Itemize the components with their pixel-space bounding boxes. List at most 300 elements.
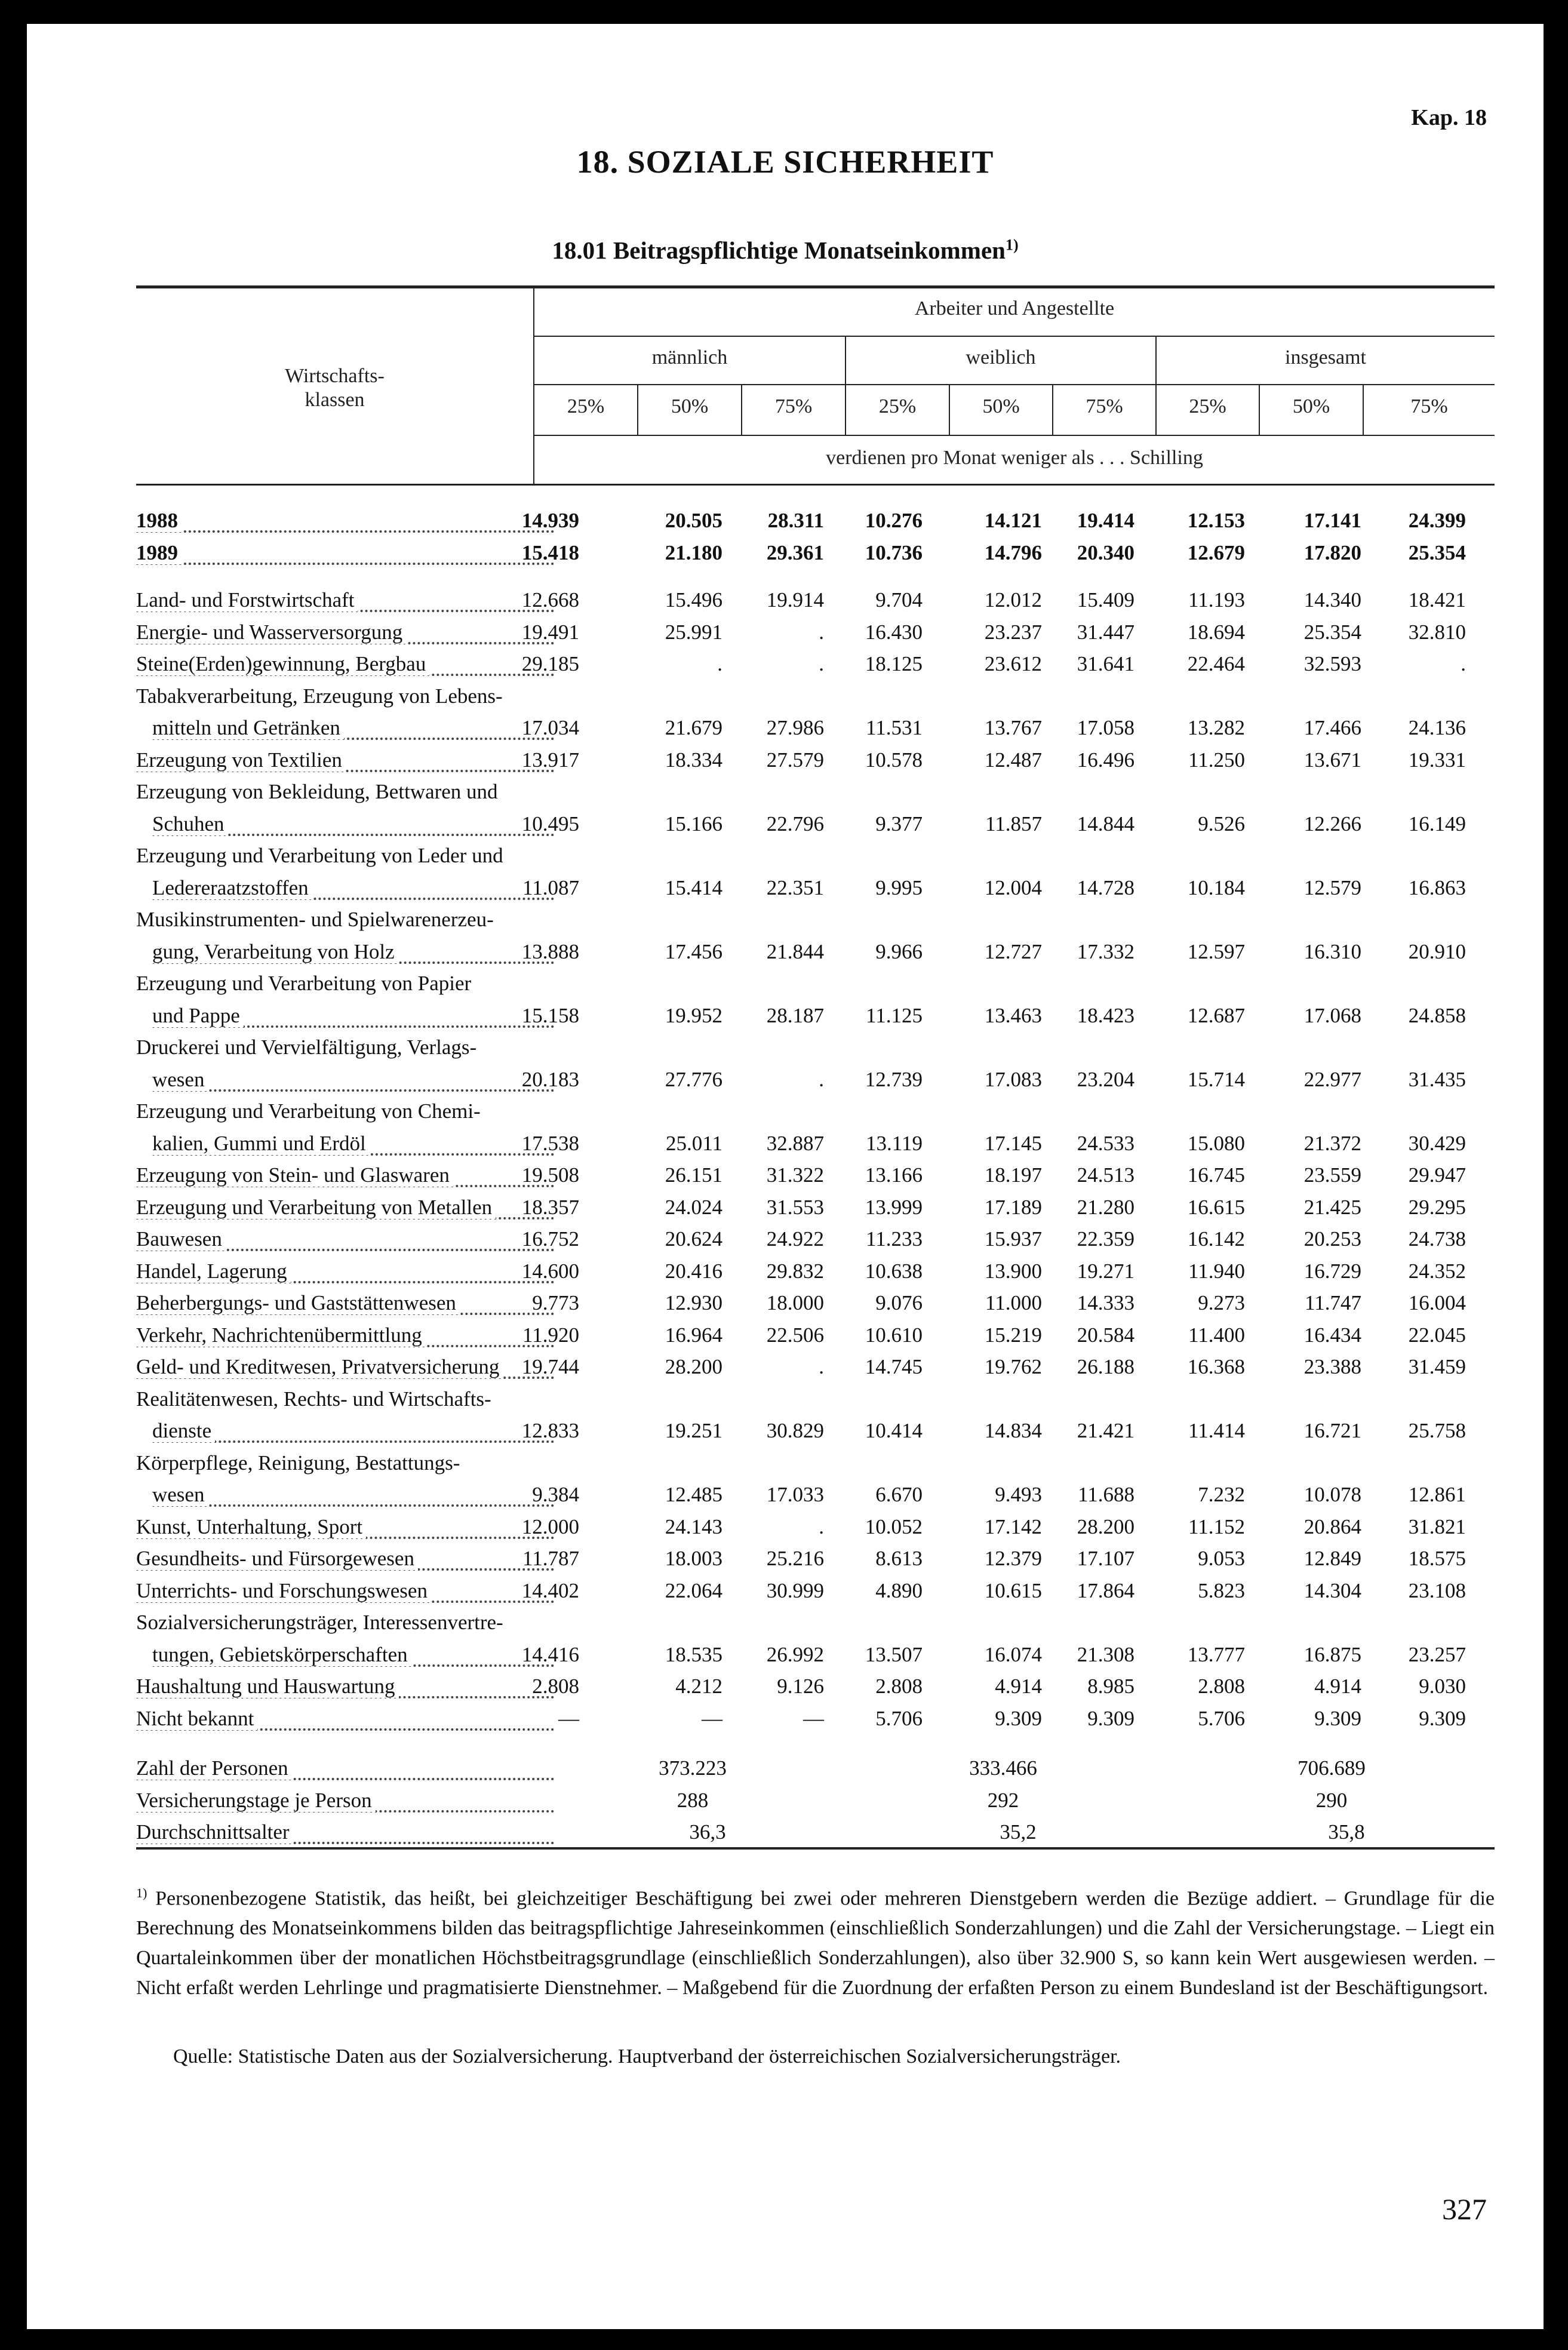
table-cell: 22.359 (1077, 1227, 1135, 1251)
table-cell: 12.266 (1303, 812, 1361, 835)
table-cell: 11.747 (1305, 1291, 1361, 1314)
row-label-text: dienste (152, 1419, 215, 1442)
table-cell: 17.145 (984, 1131, 1042, 1155)
row-label (136, 684, 554, 713)
table-cell: 18.575 (1408, 1547, 1466, 1570)
table-cell: 4.914 (1314, 1675, 1361, 1698)
table-cell: 17.189 (984, 1195, 1042, 1219)
row-label (136, 1611, 554, 1639)
table-cell: 12.930 (665, 1291, 722, 1314)
table-cell: 24.136 (1408, 716, 1466, 739)
percentile-header: 75% (1410, 395, 1448, 417)
table-cell: 15.080 (1187, 1131, 1245, 1155)
row-label-text: gung, Verarbeitung von Holz (152, 940, 398, 963)
row-label-text: und Pappe (152, 1004, 244, 1027)
table-cell: 12.485 (665, 1483, 722, 1506)
row-label-text: Ledereraatzstoffen (152, 876, 312, 899)
table-cell: 7.232 (1198, 1483, 1245, 1506)
table-cell: 31.322 (766, 1163, 824, 1187)
footnote-marker: 1) (136, 1885, 147, 1900)
table-cell: 29.832 (766, 1259, 824, 1283)
table-cell: . (819, 620, 824, 644)
table-cell: 18.197 (984, 1163, 1042, 1187)
row-label (136, 1196, 554, 1224)
table-cell: 31.459 (1408, 1355, 1466, 1378)
table-cell: 4.212 (675, 1675, 722, 1698)
table-cell: 10.052 (865, 1515, 923, 1538)
table-cell: 16.721 (1303, 1419, 1361, 1442)
table-cell: 19.331 (1408, 748, 1466, 772)
table-cell: 14.745 (865, 1355, 923, 1378)
table-cell: 15.158 (521, 1003, 579, 1027)
table-cell: 18.357 (521, 1195, 579, 1219)
table-cell: 9.030 (1419, 1675, 1466, 1698)
table-cell: 16.004 (1408, 1291, 1466, 1314)
table-cell: 12.861 (1408, 1483, 1466, 1506)
table-cell: 12.579 (1303, 876, 1361, 899)
row-label (136, 1099, 554, 1128)
table-cell: 12.000 (521, 1515, 579, 1538)
row-label-text: Erzeugung und Verarbeitung von Papier (136, 972, 475, 995)
stub-header (136, 364, 533, 412)
table-cell: 10.736 (865, 540, 923, 564)
table-cell: 17.332 (1077, 939, 1135, 963)
page-number: 327 (1442, 2192, 1487, 2226)
row-label-text: wesen (152, 1068, 208, 1091)
row-label-text: Gesundheits- und Fürsorgewesen (136, 1547, 418, 1570)
summary-cell: 333.466 (969, 1756, 1037, 1780)
leader-dots (152, 1504, 554, 1507)
table-cell: 16.142 (1187, 1227, 1245, 1251)
table-cell: 21.308 (1077, 1642, 1135, 1666)
row-label-text: Unterrichts- und Forschungswesen (136, 1579, 431, 1602)
table-cell: 30.429 (1408, 1131, 1466, 1155)
row-label-text: Energie- und Wasserversorgung (136, 620, 406, 644)
table-cell: 14.844 (1077, 812, 1135, 835)
unit-note: verdienen pro Monat weniger als . . . Schilling (826, 447, 1203, 469)
table-cell: . (1461, 652, 1466, 675)
table-cell: 13.917 (521, 748, 579, 772)
table-cell: 5.823 (1198, 1578, 1245, 1602)
table-cell: 20.340 (1077, 540, 1135, 564)
table-cell: 12.379 (984, 1547, 1042, 1570)
table-cell: 22.506 (766, 1323, 824, 1347)
table-cell: 17.820 (1303, 540, 1361, 564)
summary-cell: 706.689 (1298, 1756, 1366, 1780)
table-cell: 19.414 (1077, 509, 1135, 532)
document-page (27, 24, 1544, 2329)
table-cell: 4.890 (875, 1578, 923, 1602)
table-cell: 17.034 (521, 716, 579, 739)
table-cell: 23.388 (1303, 1355, 1361, 1378)
table-top-rule (136, 285, 1495, 288)
table-cell: 10.615 (984, 1578, 1042, 1602)
table-cell: 16.752 (521, 1227, 579, 1251)
table-cell: 16.074 (984, 1642, 1042, 1666)
table-cell: 16.615 (1187, 1195, 1245, 1219)
table-cell: 11.152 (1188, 1515, 1245, 1538)
table-cell: 32.810 (1408, 620, 1466, 644)
table-cell: 11.125 (866, 1003, 923, 1027)
table-cell: 10.184 (1187, 876, 1245, 899)
table-cell: 25.354 (1408, 540, 1466, 564)
table-cell: 16.149 (1408, 812, 1466, 835)
table-cell: 17.466 (1303, 716, 1361, 739)
table-cell: 29.185 (521, 652, 579, 675)
table-cell: 14.402 (521, 1578, 579, 1602)
row-label-text: Beherbergungs- und Gaststättenwesen (136, 1291, 460, 1314)
table-cell: 13.888 (521, 939, 579, 963)
table-cell: 20.505 (665, 509, 722, 532)
table-cell: 12.727 (984, 939, 1042, 963)
table-title-text: 18.01 Beitragspflichtige Monatseinkommen (552, 236, 1006, 264)
table-cell: 17.033 (766, 1483, 824, 1506)
table-cell: 14.834 (984, 1419, 1042, 1442)
row-label-text: Geld- und Kreditwesen, Privatversicherung (136, 1355, 503, 1378)
table-cell: 16.964 (665, 1323, 722, 1347)
table-cell: 24.513 (1077, 1163, 1135, 1187)
table-cell: 18.003 (665, 1547, 722, 1570)
table-cell: 10.276 (865, 509, 923, 532)
subgroup-header-weiblich: weiblich (966, 346, 1036, 368)
table-cell: 11.531 (866, 716, 923, 739)
table-cell: 9.704 (875, 588, 923, 612)
row-label-text: Druckerei und Vervielfältigung, Verlags- (136, 1036, 480, 1059)
table-cell: 8.613 (875, 1547, 923, 1570)
table-cell: 2.808 (875, 1675, 923, 1698)
table-cell: 25.354 (1303, 620, 1361, 644)
table-cell: 11.233 (866, 1227, 923, 1251)
table-cell: 15.714 (1187, 1067, 1245, 1091)
table-cell: 18.000 (766, 1291, 824, 1314)
table-cell: 23.108 (1408, 1578, 1466, 1602)
table-cell: 12.668 (521, 588, 579, 612)
row-label-text: 1989 (136, 541, 182, 564)
table-cell: 17.538 (521, 1131, 579, 1155)
table-cell: 12.739 (865, 1067, 923, 1091)
percentile-header: 50% (1292, 395, 1330, 417)
percentile-header: 25% (878, 395, 917, 417)
header-bottom-rule (136, 484, 1495, 486)
table-cell: 19.491 (521, 620, 579, 644)
table-cell: 11.414 (1188, 1419, 1245, 1442)
summary-label-text: Zahl der Personen (136, 1756, 292, 1780)
table-cell: 18.535 (665, 1642, 722, 1666)
table-cell: 19.271 (1077, 1259, 1135, 1283)
row-label-text: Tabakverarbeitung, Erzeugung von Lebens- (136, 684, 506, 708)
row-label-text: Erzeugung und Verarbeitung von Leder und (136, 844, 507, 867)
table-cell: 16.430 (865, 620, 923, 644)
leader-dots (152, 1089, 554, 1092)
table-cell: 9.076 (875, 1291, 923, 1314)
table-cell: 17.083 (984, 1067, 1042, 1091)
row-label-text: Steine(Erden)gewinnung, Bergbau (136, 652, 429, 675)
table-cell: 21.372 (1303, 1131, 1361, 1155)
table-cell: 19.251 (665, 1419, 722, 1442)
table-cell: 19.508 (521, 1163, 579, 1187)
row-label-text: wesen (152, 1483, 208, 1506)
table-cell: 16.745 (1187, 1163, 1245, 1187)
table-cell: 23.204 (1077, 1067, 1135, 1091)
summary-cell: 373.223 (659, 1756, 727, 1780)
table-cell: 2.808 (1198, 1675, 1245, 1698)
table-cell: 27.579 (766, 748, 824, 772)
table-cell: 20.910 (1408, 939, 1466, 963)
table-cell: 24.533 (1077, 1131, 1135, 1155)
table-cell: 16.368 (1187, 1355, 1245, 1378)
row-label-text: Körperpflege, Reinigung, Bestattungs- (136, 1451, 463, 1474)
row-label-text: Nicht bekannt (136, 1707, 257, 1730)
row-label (136, 972, 554, 1000)
table-cell: 17.058 (1077, 716, 1135, 739)
table-cell: 12.687 (1187, 1003, 1245, 1027)
chapter-label: Kap. 18 (1411, 105, 1487, 130)
table-cell: 9.995 (875, 876, 923, 899)
table-cell: 11.920 (522, 1323, 579, 1347)
table-cell: 21.679 (665, 716, 722, 739)
table-cell: 11.087 (522, 876, 579, 899)
table-cell: 13.767 (984, 716, 1042, 739)
table-title-footnote-marker: 1) (1005, 236, 1019, 254)
table-cell: 15.409 (1077, 588, 1135, 612)
row-label-text: 1988 (136, 509, 182, 532)
group-header: Arbeiter und Angestellte (914, 297, 1115, 320)
summary-label (136, 1789, 554, 1817)
table-cell: 21.844 (766, 939, 824, 963)
table-cell: 4.914 (995, 1675, 1042, 1698)
table-cell: 24.024 (665, 1195, 722, 1219)
table-cell: 9.126 (777, 1675, 824, 1698)
table-cell: 14.304 (1303, 1578, 1361, 1602)
table-cell: 10.078 (1303, 1483, 1361, 1506)
percentile-header: 50% (671, 395, 709, 417)
table-cell: 29.947 (1408, 1163, 1466, 1187)
row-label-text: Bauwesen (136, 1227, 226, 1251)
header-rule-subgroup (533, 384, 1495, 385)
table-cell: 14.939 (521, 509, 579, 532)
row-label-text: Sozialversicherungsträger, Interessenvertre- (136, 1611, 507, 1634)
summary-cell: 36,3 (689, 1820, 726, 1844)
table-cell: 16.434 (1303, 1323, 1361, 1347)
table-cell: 31.553 (766, 1195, 824, 1219)
percentile-header: 50% (982, 395, 1020, 417)
summary-label (136, 1820, 554, 1849)
table-cell: 11.857 (985, 812, 1042, 835)
stub-header-line-2: klassen (305, 389, 365, 411)
table-cell: 15.219 (984, 1323, 1042, 1347)
table-cell: 9.309 (1087, 1706, 1135, 1730)
table-cell: 18.694 (1187, 620, 1245, 644)
table-cell: 15.166 (665, 812, 722, 835)
table-cell: 24.858 (1408, 1003, 1466, 1027)
table-cell: 8.985 (1087, 1675, 1135, 1698)
table-cell: 13.507 (865, 1642, 923, 1666)
table-cell: 18.125 (865, 652, 923, 675)
header-rule-percentile (533, 435, 1495, 436)
table-cell: 25.011 (666, 1131, 722, 1155)
table-cell: 13.900 (984, 1259, 1042, 1283)
table-cell: — (702, 1706, 722, 1730)
table-cell: 32.593 (1303, 652, 1361, 675)
summary-cell: 292 (987, 1788, 1019, 1812)
table-cell: 14.340 (1303, 588, 1361, 612)
table-cell: 11.193 (1188, 588, 1245, 612)
table-cell: 9.384 (532, 1483, 579, 1506)
table-cell: 9.053 (1198, 1547, 1245, 1570)
table-cell: 13.671 (1303, 748, 1361, 772)
table-cell: 17.141 (1303, 509, 1361, 532)
row-label-text: Erzeugung und Verarbeitung von Chemi- (136, 1099, 484, 1123)
table-cell: 14.416 (521, 1642, 579, 1666)
table-cell: 12.012 (984, 588, 1042, 612)
table-cell: 9.309 (1314, 1706, 1361, 1730)
table-bottom-rule (136, 1847, 1495, 1850)
row-label-text: Verkehr, Nachrichtenübermittlung (136, 1323, 426, 1347)
row-label-text: Erzeugung und Verarbeitung von Metallen (136, 1196, 496, 1219)
table-cell: 26.188 (1077, 1355, 1135, 1378)
table-cell: 15.937 (984, 1227, 1042, 1251)
percentile-header: 25% (1189, 395, 1226, 417)
row-label-text: Land- und Forstwirtschaft (136, 588, 358, 612)
subgroup-header-maennlich: männlich (651, 346, 728, 368)
table-cell: 22.796 (766, 812, 824, 835)
table-title (27, 236, 1544, 265)
table-cell: 5.706 (875, 1706, 923, 1730)
table-cell: 11.000 (985, 1291, 1042, 1314)
table-cell: 24.399 (1408, 509, 1466, 532)
page-title: 18. SOZIALE SICHERHEIT (576, 144, 994, 180)
table-cell: 22.064 (665, 1578, 722, 1602)
table-cell: 26.992 (766, 1642, 824, 1666)
row-label (136, 1387, 554, 1416)
table-cell: 28.187 (766, 1003, 824, 1027)
percentile-header: 75% (1086, 395, 1123, 417)
table-cell: 11.787 (522, 1547, 579, 1570)
source-note: Quelle: Statistische Daten aus der Sozialversicherung. Hauptverband der österreichischen Sozialversicherungsträger. (173, 2045, 1121, 2068)
table-cell: 9.309 (1419, 1706, 1466, 1730)
table-cell: 11.400 (1188, 1323, 1245, 1347)
percentile-header: 75% (774, 395, 813, 417)
summary-cell: 35,2 (1000, 1820, 1037, 1844)
table-cell: 20.253 (1303, 1227, 1361, 1251)
row-label-text: Haushaltung und Hauswartung (136, 1675, 399, 1698)
table-cell: 9.273 (1198, 1291, 1245, 1314)
footnote-text: Personenbezogene Statistik, das heißt, bei gleichzeitiger Beschäftigung bei zwei oder mehreren Dienstgebern werden die Bezüge addiert. – Grundlage für die Berechnung des Monatseinkommens bilden das beitragspflichtige Jahreseinkommen (einschließlich Sonderzahlungen) und die Zahl der Versicherungstage. – Liegt ein Quartaleinkommen über der monatlichen Höchstbeitragsgrundlage (einschließlich Sonderzahlungen), also über 32.900 S, so kann kein Wert ausgewiesen werden. – Nicht erfaßt werden Lehrlinge und pragmatisierte Dienstnehmer. – Maßgebend für die Zuordnung der erfaßten Person zu einem Bundesland ist der Beschäftigungsort. (136, 1887, 1495, 1999)
table-cell: 28.311 (767, 509, 824, 532)
table-cell: 14.121 (984, 509, 1042, 532)
table-cell: 20.183 (521, 1067, 579, 1091)
row-label-text: Handel, Lagerung (136, 1260, 291, 1283)
table-cell: 24.922 (766, 1227, 824, 1251)
table-cell: 25.216 (766, 1547, 824, 1570)
table-cell: — (803, 1706, 824, 1730)
table-cell: . (717, 652, 722, 675)
table-cell: 16.875 (1303, 1642, 1361, 1666)
table-cell: 12.679 (1187, 540, 1245, 564)
table-cell: 22.351 (766, 876, 824, 899)
table-cell: 31.641 (1077, 652, 1135, 675)
summary-cell: 35,8 (1328, 1820, 1365, 1844)
table-cell: 31.821 (1408, 1515, 1466, 1538)
table-cell: 17.107 (1077, 1547, 1135, 1570)
table-cell: 18.334 (665, 748, 722, 772)
table-cell: 13.282 (1187, 716, 1245, 739)
summary-label-text: Durchschnittsalter (136, 1820, 293, 1844)
table-cell: 31.435 (1408, 1067, 1466, 1091)
table-cell: 27.776 (665, 1067, 722, 1091)
table-cell: 22.464 (1187, 652, 1245, 675)
table-cell: 13.119 (866, 1131, 923, 1155)
table-cell: 13.999 (865, 1195, 923, 1219)
table-cell: 2.808 (532, 1675, 579, 1698)
table-cell: 16.310 (1303, 939, 1361, 963)
table-cell: 11.940 (1188, 1259, 1245, 1283)
table-cell: 24.738 (1408, 1227, 1466, 1251)
header-rule-group (533, 336, 1495, 337)
table-cell: 22.977 (1303, 1067, 1361, 1091)
table-cell: 10.638 (865, 1259, 923, 1283)
leader-dots (136, 530, 554, 533)
table-cell: 20.584 (1077, 1323, 1135, 1347)
table-cell: 19.762 (984, 1355, 1042, 1378)
row-label (136, 780, 554, 809)
row-label (136, 1355, 554, 1384)
table-cell: 23.237 (984, 620, 1042, 644)
table-cell: 9.773 (532, 1291, 579, 1314)
percentile-header: 25% (567, 395, 605, 417)
table-cell: 12.833 (521, 1419, 579, 1442)
row-label (136, 1451, 554, 1480)
row-label-text: mitteln und Getränken (152, 716, 344, 739)
table-cell: 11.250 (1188, 748, 1245, 772)
row-label (136, 1036, 554, 1064)
table-cell: 19.914 (766, 588, 824, 612)
row-label-text: Schuhen (152, 812, 228, 835)
table-cell: 26.151 (665, 1163, 722, 1187)
table-cell: 14.600 (521, 1259, 579, 1283)
table-cell: 29.295 (1408, 1195, 1466, 1219)
table-cell: 18.423 (1077, 1003, 1135, 1027)
table-cell: 12.849 (1303, 1547, 1361, 1570)
row-label-text: Musikinstrumenten- und Spielwarenerzeu- (136, 908, 497, 931)
table-cell: . (819, 1067, 824, 1091)
table-cell: 22.045 (1408, 1323, 1466, 1347)
table-cell: 13.463 (984, 1003, 1042, 1027)
row-label-text: kalien, Gummi und Erdöl (152, 1132, 370, 1155)
stub-header-line-1: Wirtschafts- (285, 365, 385, 387)
row-label (136, 908, 554, 936)
summary-label-text: Versicherungstage je Person (136, 1789, 376, 1812)
table-cell: 15.418 (521, 540, 579, 564)
table-cell: 21.425 (1303, 1195, 1361, 1219)
table-cell: 12.487 (984, 748, 1042, 772)
table-cell: 29.361 (766, 540, 824, 564)
table-cell: 23.257 (1408, 1642, 1466, 1666)
table-cell: 9.309 (995, 1706, 1042, 1730)
row-label (136, 844, 554, 873)
table-cell: 23.612 (984, 652, 1042, 675)
table-cell: 19.952 (665, 1003, 722, 1027)
table-cell: . (819, 1515, 824, 1538)
table-cell: 24.352 (1408, 1259, 1466, 1283)
table-cell: 10.610 (865, 1323, 923, 1347)
table-cell: 30.829 (766, 1419, 824, 1442)
summary-cell: 290 (1315, 1788, 1348, 1812)
table-cell: 12.597 (1187, 939, 1245, 963)
table-cell: 10.578 (865, 748, 923, 772)
table-cell: 9.493 (995, 1483, 1042, 1506)
table-cell: 30.999 (766, 1578, 824, 1602)
